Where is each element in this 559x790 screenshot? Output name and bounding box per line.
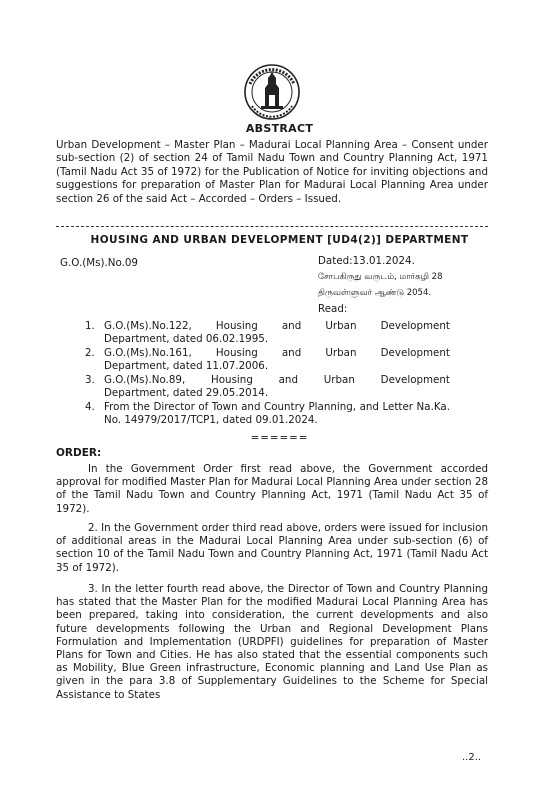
abstract-title: ABSTRACT — [245, 122, 314, 135]
reference-line: Department, dated 29.05.2014. — [104, 387, 269, 399]
order-paragraph-1 — [56, 463, 488, 516]
reference-word: and — [281, 347, 302, 359]
tamil-nadu-emblem-icon — [240, 62, 304, 122]
reference-text: From the Director of Town and Country Planning, and Letter Na.Ka. No. 14979/2017/TCP1, dated 09.01.2024. — [104, 401, 450, 426]
go-number: G.O.(Ms).No.09 — [60, 257, 138, 269]
reference-word: Urban — [325, 347, 357, 359]
reference-word: Urban — [325, 320, 357, 332]
tamil-date-line-1: சோபகிருது வருடம், மார்கழி 28 — [318, 272, 443, 282]
department-heading: HOUSING AND URBAN DEVELOPMENT [UD4(2)] DEPARTMENT — [90, 234, 469, 246]
dashed-divider — [56, 226, 488, 227]
read-label: Read: — [318, 303, 348, 315]
order-heading: ORDER: — [56, 447, 102, 459]
reference-line: Department, dated 11.07.2006. — [104, 360, 269, 372]
dated-text: Dated:13.01.2024. — [318, 255, 415, 267]
order-paragraph-3 — [56, 583, 488, 702]
reference-word: Housing — [215, 320, 258, 332]
reference-number: 4. — [85, 401, 95, 413]
reference-word: and — [278, 374, 298, 386]
reference-number: 1. — [85, 320, 95, 332]
date-block — [318, 253, 443, 317]
paragraph-text: 3. In the letter fourth read above, the Director of Town and Country Planning has stated that the Master Plan for the modified Madurai Local Planning Area has been prepared, taking into consideration, the current developments and also future developments following the Urban and Regional Development Plans Formulation and Implementation (URDPFI) guidelines for preparation of Master Plans for Town and Cities. He has also stated that the essential components such as Mobility, Blue Green infrastructure, Economic planning and Land Use Plan as given in the para 3.8 of Supplementary Guidelines to the Scheme for Special Assistance to States — [56, 583, 488, 701]
order-paragraph-2 — [56, 522, 488, 575]
reference-word: Housing — [211, 374, 253, 386]
reference-number: 2. — [85, 347, 95, 359]
reference-item — [85, 401, 450, 427]
reference-word: and — [281, 320, 302, 332]
paragraph-text: 2. In the Government order third read above, orders were issued for inclusion of additional areas in the Madurai Local Planning Area under sub-section (6) of section 10 of the Tamil Nadu Town and Country Planning Act, 1971 (Tamil Nadu Act 35 of 1972). — [56, 522, 488, 574]
reference-word: Development — [380, 347, 450, 359]
reference-word: G.O.(Ms).No.89, — [104, 374, 186, 386]
reference-word: Urban — [323, 374, 355, 386]
reference-item — [85, 374, 450, 400]
reference-word: G.O.(Ms).No.122, — [104, 320, 192, 332]
reference-item — [85, 347, 450, 373]
reference-line — [104, 320, 450, 333]
reference-word: Development — [380, 320, 450, 332]
paragraph-text: In the Government Order first read above, the Government accorded approval for modified Master Plan for Madurai Local Planning Area under section 28 of the Tamil Nadu Town and Country Planning Act, 1971 (Tamil Nadu Act 35 of 1972). — [56, 463, 488, 515]
page-number: ..2.. — [462, 752, 482, 763]
tamil-date-line-2: திருவள்ளுவர் ஆண்டு 2054. — [318, 288, 432, 298]
reference-line — [104, 374, 450, 387]
reference-word: G.O.(Ms).No.161, — [104, 347, 192, 359]
subject-text: Urban Development – Master Plan – Madurai Local Planning Area – Consent under sub-section (2) of section 24 of Tamil Nadu Town and Country Planning Act, 1971 (Tamil Nadu Act 35 of 1972) for the Publication of Notice for inviting objections and suggestions for preparation of Master Plan for Madurai Local Planning Area under section 26 of the said Act – Accorded – Orders – Issued. — [56, 139, 488, 205]
separator: ====== — [250, 432, 309, 444]
reference-number: 3. — [85, 374, 95, 386]
reference-word: Housing — [215, 347, 258, 359]
reference-line — [104, 347, 450, 360]
reference-line: Department, dated 06.02.1995. — [104, 333, 269, 345]
references-list — [85, 320, 450, 428]
reference-word: Development — [380, 374, 450, 386]
reference-item — [85, 320, 450, 346]
